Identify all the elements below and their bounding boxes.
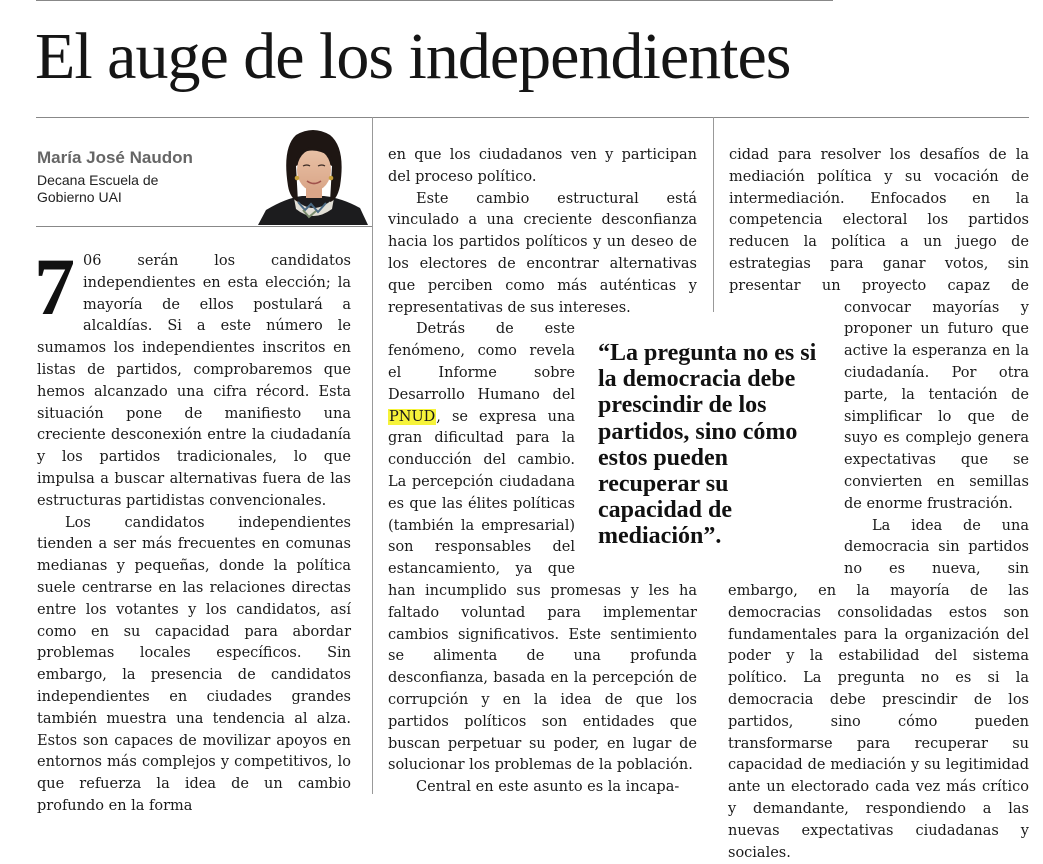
paragraph-7: cidad para resolver los desafíos de la mediación política y su vocación de intermediación. Enfocados en la competencia electoral los partidos reducen la política a un juego de estrategias para ganar votos, sin presentar un proyecto capaz de convocar mayorías y proponer un futuro que active la esperanza en la ciudadanía. Por otra parte, la tentación de simplificar lo que de suyo es complejo genera expectativas que se convierten en semillas de enorme frustración. bbox=[729, 147, 1029, 512]
author-portrait bbox=[258, 126, 368, 225]
paragraph-6: Central en este asunto es la incapa- bbox=[416, 779, 680, 796]
column-divider-1 bbox=[372, 117, 373, 794]
paragraph-4: Este cambio estructural está vinculado a una creciente desconfianza hacia los partidos políticos y un deseo de los electores de encontrar alternativas que perciben como más auténticas y representativas de sus intereses. bbox=[388, 190, 697, 316]
column-1 bbox=[34, 241, 351, 818]
highlight-pnud: PNUD bbox=[389, 408, 436, 425]
column-divider-2 bbox=[713, 117, 714, 312]
paragraph-5: Detrás de este fenómeno, como revela el Informe sobre Desarrollo Humano del PNUD, se expresa una gran dificultad para la conducción del cambio. La percepción ciudadana es que las élites políticas (también la empresarial) son responsables del estancamiento, ya que han incumplido sus promesas y les ha faltado voluntad para implementar cambios significativos. Este sentimiento se alimenta de una profunda desconfianza, basada en la percepción de corrupción y en la idea de que los partidos políticos son entidades que buscan perpetuar su poder, en lugar de solucionar los problemas de la población. bbox=[388, 321, 697, 774]
author-name: María José Naudon bbox=[37, 148, 193, 167]
paragraph-2: Los candidatos independientes tienden a ser más frecuentes en comunas medianas y pequeñas, donde la política suele centrarse en las relaciones directas entre los votantes y los candidatos, así como en su capacidad para abordar problemas locales específicos. Sin embargo, la presencia de candidatos independientes en ciudades grandes también muestra una tendencia al alza. Estos son capaces de movilizar apoyos en entornos más complejos y competitivos, lo que refuerza la idea de un cambio profundo en la forma bbox=[37, 514, 351, 814]
drop-cap: 7 bbox=[34, 241, 75, 332]
author-rule bbox=[36, 226, 372, 227]
pull-quote: “La pregunta no es si la democracia debe prescindir de los partidos, sino cómo estos pueden recuperar su capacidad de mediación”. bbox=[598, 340, 817, 550]
paragraph-1: 7 06 serán los candidatos independientes en esta elección; la mayoría de ellos postulará a alcaldías. Si a este número le sumamos los independientes inscritos en listas de partidos, comprobaremos que hemos alcanzado una cifra récord. Esta situación pone de manifiesto una creciente desconexión entre la ciudadanía y los partidos tradicionales, lo que impulsa a buscar alternativas fuera de las estructuras partidistas convencionales. bbox=[34, 241, 351, 509]
header-rule bbox=[36, 117, 1029, 118]
top-rule bbox=[36, 0, 833, 1]
paragraph-3: en que los ciudadanos ven y participan del proceso político. bbox=[388, 147, 697, 185]
headline: El auge de los independientes bbox=[35, 20, 791, 93]
paragraph-8: La idea de una democracia sin partidos no es nueva, sin embargo, en la mayoría de las democracias consolidadas estos son fundamentales para la organización del poder y la estabilidad del sistema político. La pregunta no es si la democracia debe prescindir de los partidos, sino cómo pueden transformarse para recuperar su capacidad de mediación y su legitimidad ante un electorado cada vez más crítico y demandante, respondiendo a las nuevas expectativas ciudadanas y sociales. bbox=[728, 517, 1029, 861]
author-role: Decana Escuela de Gobierno UAI bbox=[37, 172, 159, 205]
